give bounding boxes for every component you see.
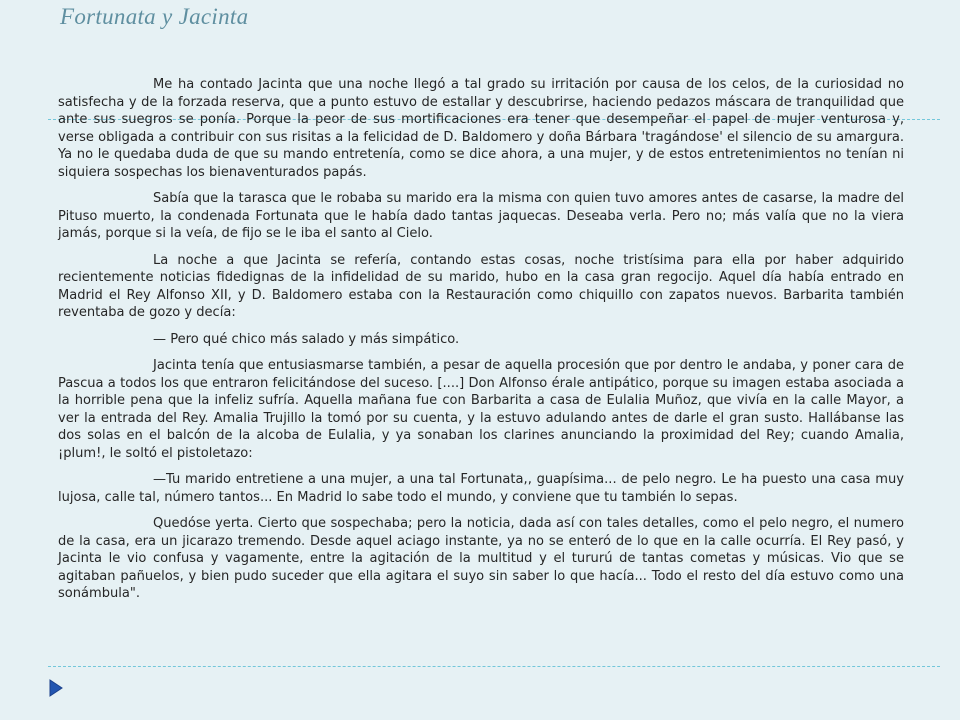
paragraph: — Pero qué chico más salado y más simpático. [153, 331, 460, 347]
paragraph: —Tu marido entretiene a una mujer, a una tal Fortunata,, guapísima... de pelo negro. Le ha puesto una casa muy lujosa, calle tal, número tantos... En Madrid lo sabe todo el mundo, y conviene que tu también lo sepas. [58, 472, 904, 505]
body-text [58, 76, 904, 612]
paragraph: La noche a que Jacinta se refería, contando estas cosas, noche tristísima para ella por haber adquirido recientemente noticias fidedignas de la infidelidad de su marido, hubo en la casa gran regocijo. Aquel día había entrado en Madrid el Rey Alfonso XII, y D. Baldomero estaba con la Restauración como chiquillo con zapatos nuevos. Barbarita también reventaba de gozo y decía: [58, 252, 904, 320]
paragraph: Me ha contado Jacinta que una noche llegó a tal grado su irritación por causa de los celos, de la curiosidad no satisfecha y de la forzada reserva, que a punto estuvo de estallar y descubrirse, haciendo pedazos máscara de tranquilidad que ante sus suegros se ponía. Porque la peor de sus mortificaciones era tener que desempeñar el papel de mujer venturosa y, verse obligada a contribuir con sus risitas a la felicidad de D. Baldomero y doña Bárbara 'tragándose' el silencio de su amargura. Ya no le quedaba duda de que su mando entretenía, como se dice ahora, a una mujer, y de estos entretenimientos no tenían ni siquiera sospechas los bienaventurados papás. [58, 77, 904, 180]
bottom-dashed-divider [48, 666, 940, 667]
paragraph: Quedóse yerta. Cierto que sospechaba; pero la noticia, dada así con tales detalles, como el pelo negro, el numero de la casa, era un jicarazo tremendo. Desde aquel aciago instante, ya no se enteró de lo que en la calle ocurría. El Rey pasó, y Jacinta le vio confusa y vagamente, entre la agitación de la multitud y el tururú de tantas cometas y músicas. Vio que se agitaban pañuelos, y bien pudo suceder que ella agitara el suyo sin saber lo que hacía... Todo el resto del día estuvo como una sonámbula". [58, 516, 904, 601]
paragraph: Jacinta tenía que entusiasmarse también, a pesar de aquella procesión que por dentro le andaba, y poner cara de Pascua a todos los que entraron felicitándose del suceso. [....] Don Alfonso érale antipático, porque su imagen estaba asociada a la horrible pena que la infeliz sufría. Aquella mañana fue con Barbarita a casa de Eulalia Muñoz, que vivía en la calle Mayor, a ver la entrada del Rey. Amalia Trujillo la tomó por su cuenta, y la estuvo adulando antes de darle el gran susto. Hallábanse las dos solas en el balcón de la alcoba de Eulalia, y ya sonaban los clarines anunciando la proximidad del Rey; cuando Amalia, ¡plum!, le soltó el pistoletazo: [58, 358, 904, 461]
paragraph: Sabía que la tarasca que le robaba su marido era la misma con quien tuvo amores antes de casarse, la madre del Pituso muerto, la condenada Fortunata que le había dado tantas jaquecas. Deseaba verla. Pero no; más valía que no la viera jamás, porque si la veía, de fijo se le iba el santo al Cielo. [58, 191, 904, 241]
slide-title: Fortunata y Jacinta [60, 4, 249, 29]
triangle-arrow-right-icon[interactable] [48, 678, 64, 698]
